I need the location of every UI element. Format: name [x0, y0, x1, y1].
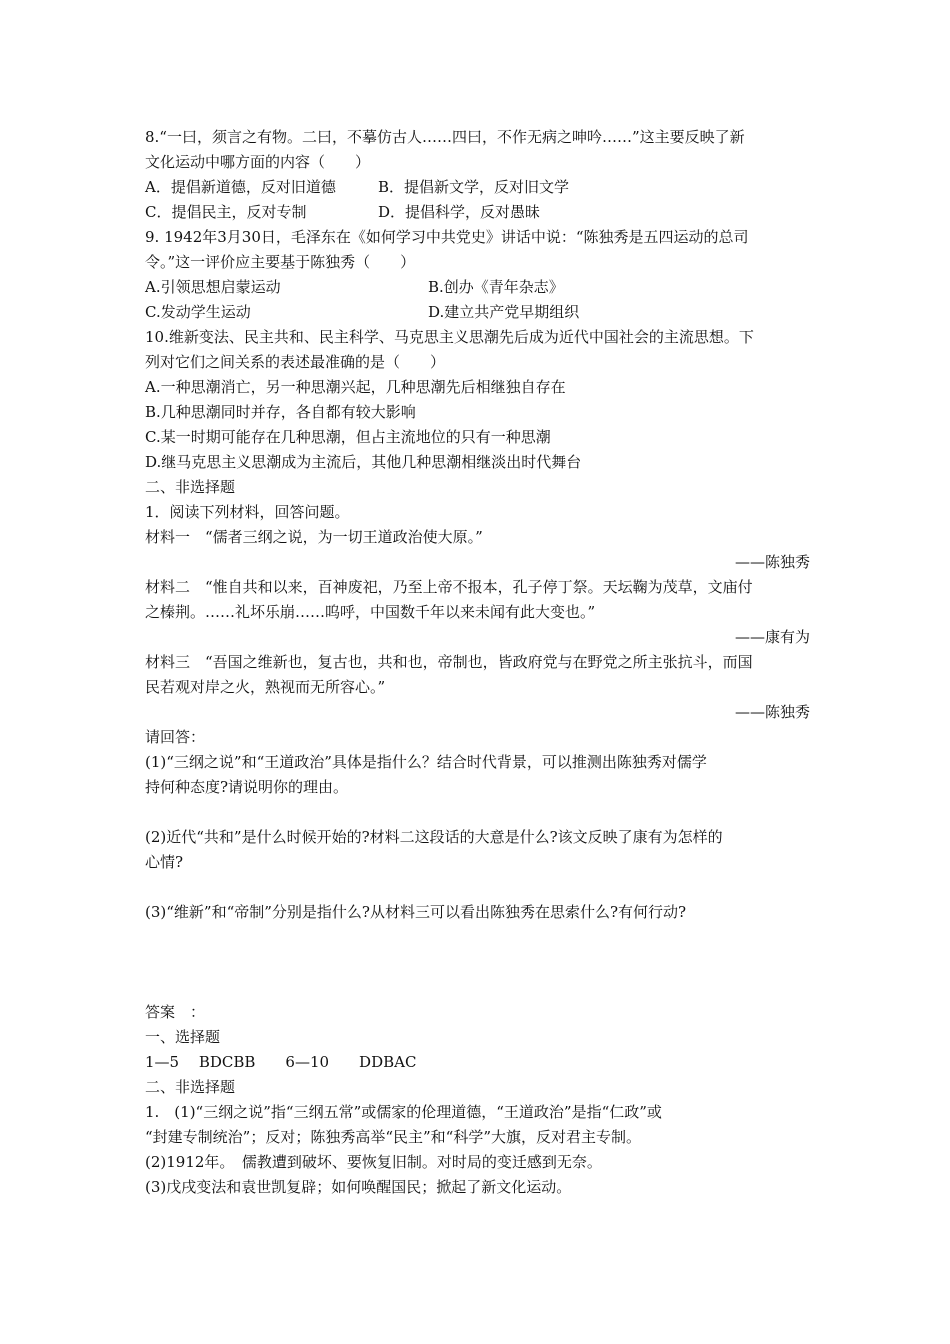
q10-option-a: A.一种思潮消亡，另一种思潮兴起，几种思潮先后相继独自存在 — [145, 378, 566, 396]
material3-text-line1: 材料三 “吾国之维新也，复古也，共和也，帝制也，皆政府党与在野党之所主张抗斗，而国 — [145, 653, 753, 671]
q10-option-b: B.几种思潮同时并存，各自都有较大影响 — [145, 403, 416, 421]
q8-option-a: A．提倡新道德，反对旧道德 — [145, 178, 336, 196]
q10-option-c: C.某一时期可能存在几种思潮，但占主流地位的只有一种思潮 — [145, 428, 551, 446]
q8-option-d: D．提倡科学，反对愚昧 — [378, 203, 541, 221]
answers-title: 答案 ： — [145, 1003, 206, 1021]
subquestion2-line2: 心情? — [145, 853, 184, 871]
material2-text-line1: 材料二 “惟自共和以来，百神废祀，乃至上帝不报本，孔子停丁祭。天坛鞠为茂草，文庙付 — [145, 578, 753, 596]
q9-option-c: C.发动学生运动 — [145, 303, 251, 321]
answer1-line2: “封建专制统治”；反对；陈独秀高举“民主”和“科学”大旗，反对君主专制。 — [145, 1128, 642, 1146]
subquestion1-line2: 持何种态度?请说明你的理由。 — [145, 778, 349, 796]
subquestion1-line1: (1)“三纲之说”和“王道政治”具体是指什么？结合时代背景，可以推测出陈独秀对儒学 — [145, 753, 707, 771]
q10-stem-line1: 10.维新变法、民主共和、民主科学、马克思主义思潮先后成为近代中国社会的主流思想。下 — [145, 328, 754, 346]
section2-heading: 二、非选择题 — [145, 478, 236, 496]
q8-option-b: B．提倡新文学，反对旧文学 — [378, 178, 570, 196]
subquestion3: (3)“维新”和“帝制”分别是指什么?从材料三可以看出陈独秀在思索什么?有何行动? — [145, 903, 687, 921]
material3-text-line2: 民若观对岸之火，熟视而无所容心。” — [145, 678, 386, 696]
answers-multiple-choice: 1—5 BDCBB 6—10 DDBAC — [145, 1053, 417, 1071]
q9-option-d: D.建立共产党早期组织 — [428, 303, 580, 321]
material1-text: 材料一 “儒者三纲之说，为一切王道政治使大原。” — [145, 528, 483, 546]
answers-section1-heading: 一、选择题 — [145, 1028, 221, 1046]
material3-source: ——陈独秀 — [734, 703, 810, 721]
q9-option-a: A.引领思想启蒙运动 — [145, 278, 281, 296]
material2-source: ——康有为 — [734, 628, 810, 646]
material2-text-line2: 之榛荆。……礼坏乐崩……呜呼，中国数千年以来未闻有此大变也。” — [145, 603, 596, 621]
answer2: (2)1912年。 儒教遭到破坏、要恢复旧制。对时局的变迁感到无奈。 — [145, 1153, 602, 1171]
answer3: (3)戊戌变法和袁世凯复辟；如何唤醒国民；掀起了新文化运动。 — [145, 1178, 572, 1196]
q9-stem-line2: 令。”这一评价应主要基于陈独秀（ ） — [145, 253, 416, 271]
answers-section2-heading: 二、非选择题 — [145, 1078, 236, 1096]
q9-option-b: B.创办《青年杂志》 — [428, 278, 564, 296]
subquestion2-line1: (2)近代“共和”是什么时候开始的?材料二这段话的大意是什么?该文反映了康有为怎样的 — [145, 828, 723, 846]
q9-stem-line1: 9. 1942年3月30日，毛泽东在《如何学习中共党史》讲话中说：“陈独秀是五四运动的总司 — [145, 228, 749, 246]
q10-option-d: D.继马克思主义思潮成为主流后，其他几种思潮相继淡出时代舞台 — [145, 453, 582, 471]
q8-stem-line2: 文化运动中哪方面的内容（ ） — [145, 153, 371, 171]
answer1-line1: 1. (1)“三纲之说”指“三纲五常”或儒家的伦理道德，“王道政治”是指“仁政”或 — [145, 1103, 662, 1121]
q8-option-c: C．提倡民主，反对专制 — [145, 203, 307, 221]
q10-stem-line2: 列对它们之间关系的表述最准确的是（ ） — [145, 353, 446, 371]
answer-prompt: 请回答： — [145, 728, 206, 746]
material1-source: ——陈独秀 — [734, 553, 810, 571]
q1-intro: 1．阅读下列材料，回答问题。 — [145, 503, 350, 521]
q8-stem-line1: 8.“一曰，须言之有物。二曰，不摹仿古人……四曰，不作无病之呻吟……”这主要反映了新 — [145, 128, 745, 146]
